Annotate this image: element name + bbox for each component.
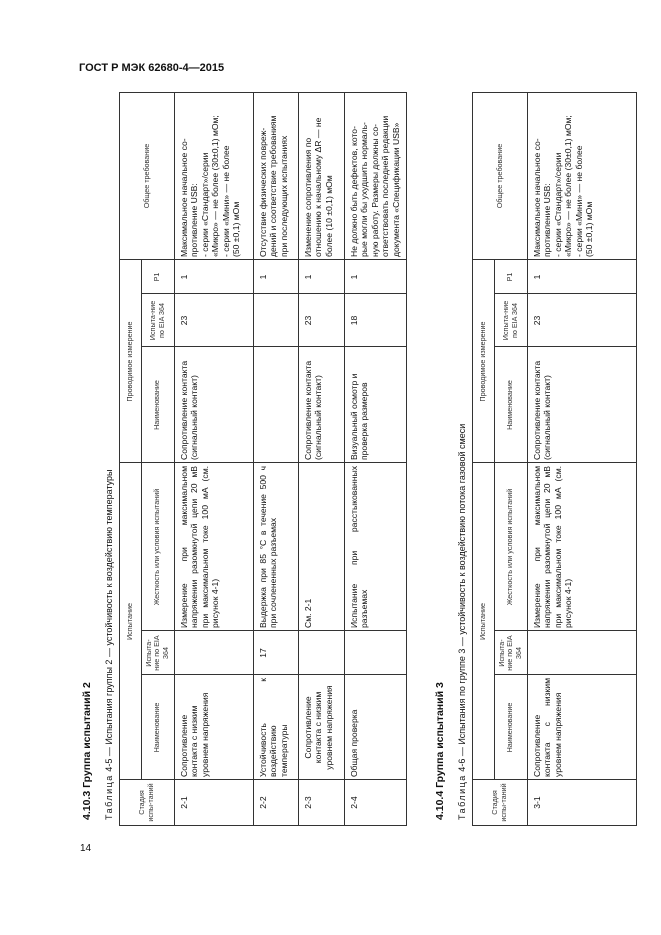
requirement-line: ответствовать последней редакции: [380, 115, 391, 257]
header-requirement: Общее требование: [141, 143, 151, 209]
row-2-3-requirement: [301, 92, 344, 260]
requirement-line: рые могли бы ухудшить нормаль-: [359, 122, 370, 257]
section-2-heading: 4.10.4 Группа испытаний 3: [434, 682, 446, 820]
requirement-line: (50 ±0,1) мОм: [231, 201, 242, 257]
requirement-line: Изменение сопротивления по: [303, 137, 313, 257]
table-4-5-caption: [104, 469, 114, 820]
table-4-5-caption-prefix: Таблица: [104, 774, 114, 820]
header-test-name: Наименование: [152, 702, 162, 753]
table-4-6-caption-text: 4-6 — Испытания по группе 3 — устойчивость к воздействию потока газовой смеси: [457, 423, 467, 772]
row-3-1-severity: Измерение при максимальном напряжении разомкнутой цепи 20 мВ при максимальном токе 100 мА (см. рисунок 4-1): [532, 466, 574, 628]
header-measurement-eia: Испыта-ние по EIA 364: [147, 300, 166, 341]
requirement-line: документа «Спецификации USB»: [390, 122, 401, 257]
requirement-line: Не должно быть дефектов, кото-: [349, 126, 359, 257]
row-2-3-stage: 2-3: [303, 796, 313, 809]
header-p1: Р1: [152, 272, 162, 282]
row-2-2-p1: 1: [258, 274, 268, 280]
row-2-4-measurement-eia: 18: [349, 315, 359, 326]
header-severity: Жесткость или условия испытаний: [152, 488, 162, 606]
document-standard-header: ГОСТ Р МЭК 62680-4—2015: [79, 62, 225, 74]
table-4-5-caption-text: 4-5 — Испытания группы 2 — устойчивость к воздействию температуры: [104, 469, 114, 772]
row-2-2-measurement-name: [256, 347, 298, 463]
row-2-4-measurement-name: Визуальный осмотр и проверка размеров: [349, 373, 370, 460]
header-test-group: Испытание: [478, 603, 488, 641]
row-2-1-name: Сопротивление контакта с низким уровнем напряжения: [179, 692, 210, 777]
table-4-5: [119, 92, 407, 826]
row-3-1-stage: 3-1: [532, 796, 542, 809]
row-2-1-requirement: [177, 92, 253, 260]
requirement-line: - серии «Мини» — не более: [220, 145, 231, 257]
header-measurement-group: Проводимое измерение: [125, 321, 135, 402]
row-2-1-p1: 1: [179, 274, 189, 280]
requirement-line: Отсутствие физических повреж-: [258, 127, 268, 257]
row-3-1-measurement-name: Сопротивление контакта (сигнальный контакт): [532, 360, 553, 460]
header-severity: Жесткость или условия испытаний: [505, 488, 515, 606]
row-2-4-severity: Испытание при расстыкованных разъемах: [349, 466, 370, 628]
table-4-6-caption: [457, 424, 467, 820]
requirement-line: - серии «Стандарт»/серии: [199, 152, 210, 257]
row-2-1-eia: [177, 631, 253, 675]
row-2-4-p1: 1: [349, 274, 359, 280]
row-2-3-severity: См. 2-1: [303, 598, 313, 628]
row-2-1-severity: Измерение при максимальном напряжении разомкнутой цепи 20 мВ при максимальном токе 100 мА (см. рисунок 4-1): [179, 466, 221, 628]
row-2-4-name: Общая проверка: [349, 709, 359, 777]
row-2-3-p1: 1: [303, 274, 313, 280]
row-2-2-stage: 2-2: [258, 796, 268, 809]
header-measurement-eia: Испыта-ние по EIA 364: [500, 300, 519, 341]
row-2-3-measurement-name: Сопротивление контакта (сигнальный контакт): [303, 360, 324, 460]
header-stage: Стадия испы-таний: [490, 783, 508, 822]
row-3-1-requirement: [530, 92, 637, 260]
page-number: 14: [80, 843, 92, 854]
row-2-1-stage: 2-1: [179, 796, 189, 809]
row-2-2-requirement: [256, 92, 298, 260]
section-1-heading: 4.10.3 Группа испытаний 2: [81, 682, 93, 820]
header-test-eia: Испыта-ние по EIA 364: [496, 635, 523, 671]
rotated-content: [62, 33, 622, 833]
requirement-line: Максимальное начальное со-: [532, 138, 542, 257]
header-measurement-name: Наименование: [152, 380, 162, 430]
requirement-line: - серии «Мини» — не более: [573, 145, 584, 257]
header-p1: Р1: [505, 272, 515, 282]
requirement-line: отношению к начальному ΔR — не: [313, 117, 324, 257]
header-requirement: Общее требование: [494, 143, 504, 209]
row-2-2-severity: Выдержка при 85 °С в течение 500 ч при сочлененных разъемах: [258, 466, 279, 628]
header-measurement-group: Проводимое измерение: [478, 321, 488, 402]
row-2-4-eia: [347, 631, 407, 675]
row-2-1-measurement-eia: 23: [179, 315, 189, 326]
row-2-2-name: Устойчивость к воздействию температуры: [258, 678, 289, 777]
requirement-line: ную работу. Размеры должны со-: [369, 123, 380, 257]
requirement-line: дений и соответствие требованиям: [268, 115, 279, 257]
row-3-1-name: Сопротивление контакта с низким уровнем напряжения: [532, 678, 563, 777]
row-3-1-eia: [530, 631, 637, 675]
requirement-line: (50 ±0,1) мОм: [584, 201, 595, 257]
requirement-line: противление USB:: [189, 183, 200, 257]
header-measurement-name: Наименование: [505, 380, 515, 430]
row-2-4-requirement: [347, 92, 407, 260]
row-3-1-measurement-eia: 23: [532, 315, 542, 326]
row-2-2-measurement-eia: [256, 294, 298, 347]
row-3-1-p1: 1: [532, 274, 542, 280]
row-2-1-measurement-name: Сопротивление контакта (сигнальный контакт): [179, 360, 200, 460]
row-2-3-name: Сопротивление контакта с низким уровнем напряжения: [303, 685, 334, 770]
row-2-2-eia: 17: [258, 648, 268, 658]
requirement-line: «Микро» — не более (30±0,1) мОм;: [563, 115, 574, 257]
requirement-line: противление USB:: [542, 183, 553, 257]
requirement-line: Максимальное начальное со-: [179, 138, 189, 257]
table-4-6: [472, 92, 637, 826]
table-4-6-caption-prefix: Таблица: [457, 774, 467, 820]
row-2-4-stage: 2-4: [349, 796, 359, 809]
header-test-eia: Испыта-ние по EIA 364: [143, 635, 170, 671]
row-2-3-measurement-eia: 23: [303, 315, 313, 326]
header-stage: Стадия испы-таний: [137, 783, 155, 822]
requirement-line: «Микро» — не более (30±0,1) мОм;: [210, 115, 221, 257]
header-test-group: Испытание: [125, 603, 135, 641]
row-2-3-eia: [301, 631, 344, 675]
requirement-line: при последующих испытаниях: [278, 135, 289, 257]
requirement-line: - серии «Стандарт»/серии: [552, 152, 563, 257]
requirement-line: более (10 ±0,1) мОм: [323, 175, 334, 257]
header-test-name: Наименование: [505, 702, 515, 753]
